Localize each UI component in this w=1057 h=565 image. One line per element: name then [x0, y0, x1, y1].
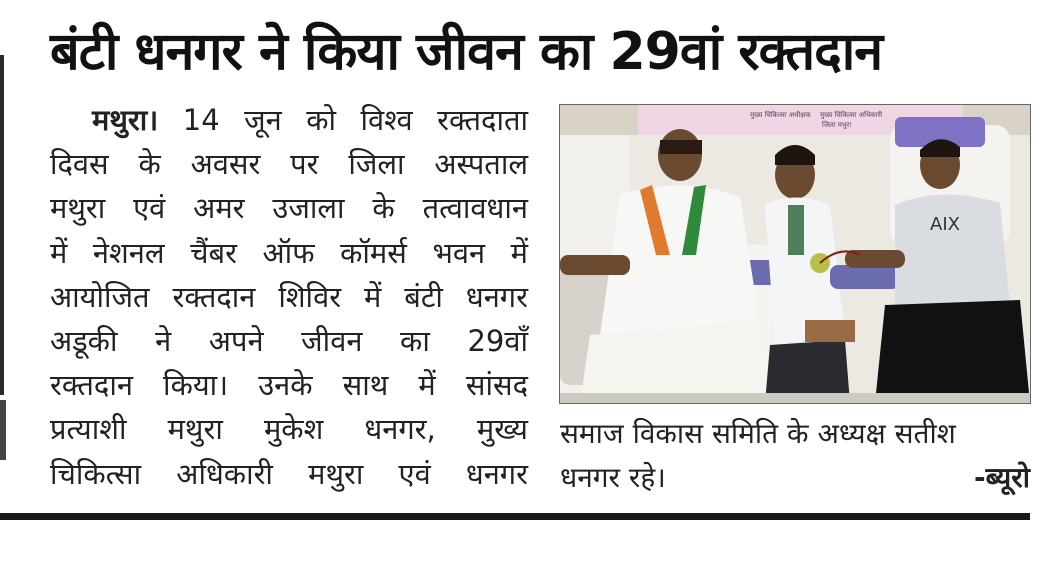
article-line: अडूकी ने अपने जीवन का 29वाँ	[50, 324, 528, 359]
banner-text: जिला मथुरा	[822, 121, 852, 129]
article-line: दिवस के अवसर पर जिला अस्पताल	[50, 147, 528, 182]
banner-text: मुख्य चिकित्सा अधिकारी	[820, 111, 883, 119]
adjacent-column-fragment	[0, 400, 6, 460]
headline: बंटी धनगर ने किया जीवन का 29वां रक्तदान	[50, 22, 883, 82]
adjacent-column-edge	[0, 55, 4, 395]
article-line: में नेशनल चैंबर ऑफ कॉमर्स भवन में	[50, 235, 528, 270]
bottom-rule	[0, 513, 1030, 520]
dateline: मथुरा।	[92, 103, 159, 137]
news-photo	[559, 104, 1031, 404]
article-line: आयोजित रक्तदान शिविर में बंटी धनगर	[50, 279, 528, 314]
article-line: मथुरा। 14 जून को विश्व रक्तदाता	[92, 103, 528, 137]
article-body	[50, 98, 528, 496]
article-line: चिकित्सा अधिकारी मथुरा एवं धनगर	[50, 456, 528, 491]
article-line-last	[560, 456, 1030, 500]
byline: -ब्यूरो	[974, 461, 1030, 494]
shirt-text: AIX	[930, 214, 960, 235]
article-line: रक्तदान किया। उनके साथ में सांसद	[50, 368, 528, 403]
article-line: मथुरा एवं अमर उजाला के तत्वावधान	[50, 191, 528, 226]
article-line: धनगर रहे।	[560, 461, 666, 494]
banner-text: मुख्य चिकित्सा अधीक्षक	[750, 111, 811, 119]
article-continuation	[560, 412, 1030, 500]
article-line: समाज विकास समिति के अध्यक्ष सतीश	[560, 417, 956, 450]
article-line: प्रत्याशी मथुरा मुकेश धनगर, मुख्य	[50, 412, 528, 447]
